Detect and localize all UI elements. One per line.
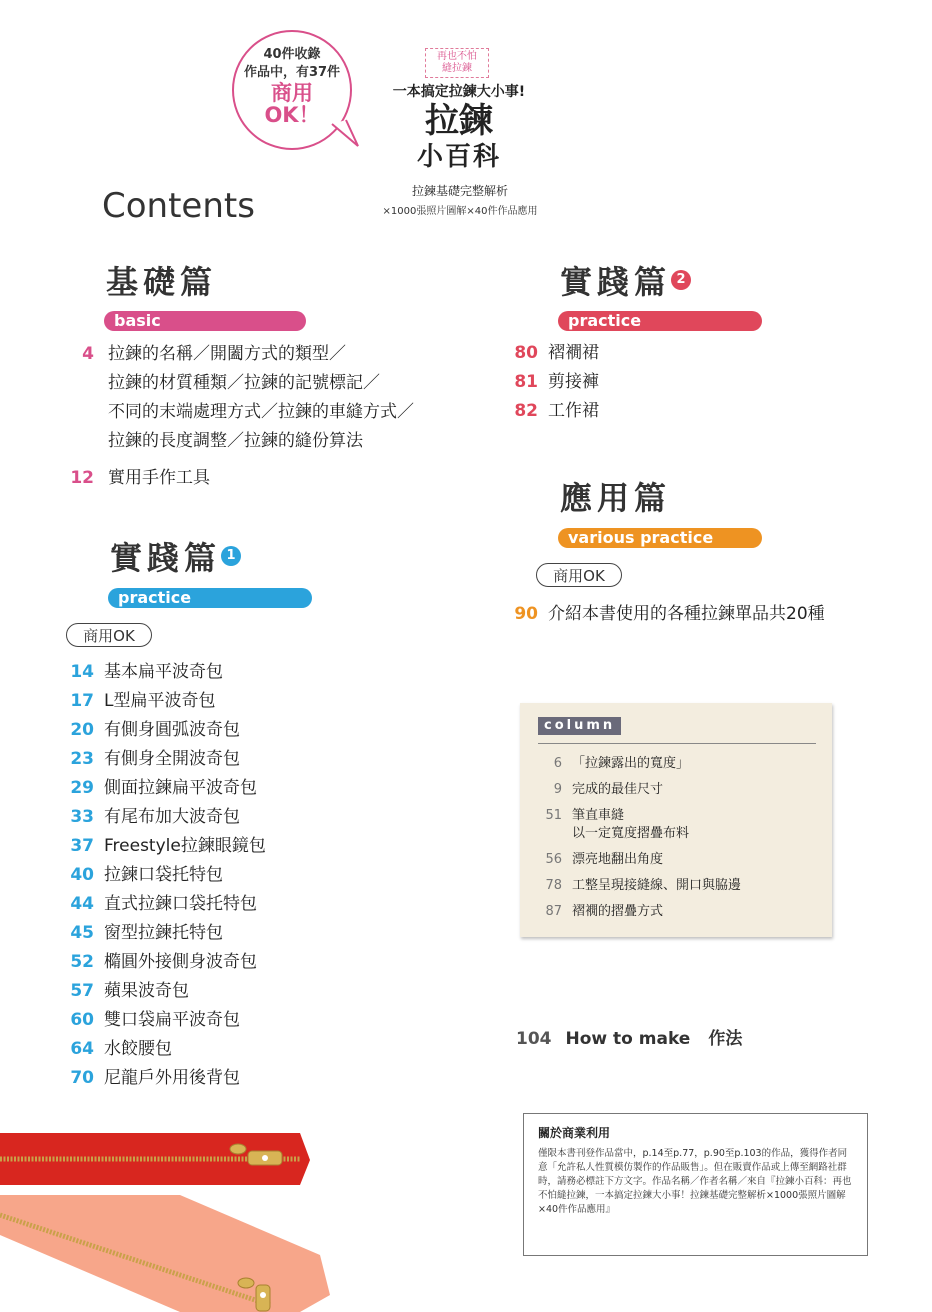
- item-text: 介紹本書使用的各種拉鍊單品共20種: [548, 604, 825, 624]
- page-number: 82: [514, 401, 538, 421]
- book-subtitle: 一本搞定拉鍊大小事!: [392, 84, 526, 100]
- page-number: 33: [70, 807, 94, 827]
- list-item: [66, 948, 266, 977]
- page-number: 20: [70, 720, 94, 740]
- basic-line: 拉鍊的名稱／開闔方式的類型／: [108, 344, 346, 364]
- basic-page: 12: [70, 468, 94, 488]
- list-item: [510, 600, 825, 629]
- column-item: [538, 807, 624, 825]
- howto-page: 104: [516, 1029, 552, 1049]
- basic-line: 拉鍊的長度調整／拉鍊的縫份算法: [108, 431, 363, 451]
- item-text: 有尾布加大波奇包: [104, 807, 240, 827]
- practice1-pill: practice: [108, 588, 312, 608]
- basic-pill: basic: [104, 311, 306, 331]
- list-item: [66, 919, 266, 948]
- item-text: 筆直車縫: [572, 808, 625, 823]
- page-number: 78: [545, 878, 562, 893]
- page-number: 51: [545, 808, 562, 823]
- item-text: 有側身圓弧波奇包: [104, 720, 240, 740]
- page-number: 44: [70, 894, 94, 914]
- practice1-title-text: 實踐篇: [110, 539, 222, 577]
- item-text: 拉鍊口袋托特包: [104, 865, 223, 885]
- practice1-section-title: [110, 540, 241, 576]
- basic-line: 拉鍊的材質種類／拉鍊的記號標記／: [108, 373, 380, 393]
- column-divider: [538, 743, 816, 744]
- basic-line: 實用手作工具: [108, 468, 210, 488]
- item-text: 尼龍戶外用後背包: [104, 1068, 240, 1088]
- item-text: Freestyle拉鍊眼鏡包: [104, 836, 266, 856]
- badge-line4: OK！: [264, 103, 320, 127]
- page-number: 64: [70, 1039, 94, 1059]
- item-text: 工整呈現接縫線、開口與脇邊: [572, 878, 742, 893]
- page-number: 6: [553, 756, 562, 771]
- book-title: 拉鍊: [425, 101, 493, 141]
- item-text: 工作裙: [548, 401, 599, 421]
- column-item: [538, 755, 689, 773]
- page-number: 14: [70, 662, 94, 682]
- page-number: 29: [70, 778, 94, 798]
- basic-section-title: 基礎篇: [106, 263, 218, 301]
- list-item: [510, 368, 599, 397]
- item-text: 雙口袋扁平波奇包: [104, 1010, 240, 1030]
- column-label: column: [538, 717, 621, 735]
- list-item: [66, 890, 266, 919]
- list-item: [66, 977, 266, 1006]
- list-item: [66, 803, 266, 832]
- page-number: 87: [545, 904, 562, 919]
- notice-title: 關於商業利用: [538, 1126, 611, 1140]
- page-number: 37: [70, 836, 94, 856]
- item-text: 褶襉裙: [548, 343, 599, 363]
- item-text: 基本扁平波奇包: [104, 662, 223, 682]
- column-item: [538, 903, 663, 921]
- item-text: 剪接褲: [548, 372, 599, 392]
- list-item: [66, 832, 266, 861]
- item-text: L型扁平波奇包: [104, 691, 216, 711]
- column-box: [520, 703, 832, 937]
- item-text: 褶襉的摺疊方式: [572, 904, 664, 919]
- howto-text: How to make: [565, 1029, 691, 1049]
- howto-zh: 作法: [708, 1029, 743, 1049]
- speech-tail-icon: [330, 118, 374, 148]
- list-item: [66, 1035, 266, 1064]
- badge-line2: 作品中，有37件: [243, 65, 341, 80]
- column-item: [538, 877, 741, 895]
- page-number: 81: [514, 372, 538, 392]
- column-item: [538, 781, 663, 799]
- title-tag-line1: 再也不怕: [437, 51, 477, 62]
- page-number: 17: [70, 691, 94, 711]
- item-text: 「拉鍊露出的寬度」: [572, 756, 690, 771]
- applied-section-title: 應用篇: [560, 479, 672, 517]
- page-number: 56: [545, 852, 562, 867]
- practice2-number-icon: 2: [671, 270, 691, 290]
- list-item: [510, 397, 599, 426]
- list-item: [66, 716, 266, 745]
- basic-entry: [70, 464, 210, 493]
- list-item: [66, 745, 266, 774]
- page-number: 9: [553, 782, 562, 797]
- item-text: 完成的最佳尺寸: [572, 782, 664, 797]
- basic-entry: [70, 340, 414, 456]
- item-text: 蘋果波奇包: [104, 981, 189, 1001]
- page-number: 80: [514, 343, 538, 363]
- book-title-2: 小百科: [416, 142, 501, 172]
- basic-page: 4: [82, 344, 94, 364]
- badge-line3: 商用: [271, 81, 313, 105]
- notice-body: 僅限本書刊登作品當中，p.14至p.77，p.90至p.103的作品，獲得作者同意「允許私人性質模仿製作的作品販售」。但在販賣作品或上傳至網路社群時，請務必標註下方文字。作品名稱／作者名稱／來自『拉鍊小百科：再也不怕縫拉鍊，一本搞定拉鍊大小事！拉鍊基礎完整解析×1000張照片圖解×40件作品應用』: [538, 1148, 852, 1215]
- page-number: 90: [514, 604, 538, 624]
- practice1-number-icon: 1: [221, 546, 241, 566]
- applied-pill: various practice: [558, 528, 762, 548]
- practice1-list: [66, 658, 266, 1093]
- practice1-ok-tag: 商用OK: [66, 623, 152, 647]
- item-text: 直式拉鍊口袋托特包: [104, 894, 257, 914]
- item-text: 水餃腰包: [104, 1039, 172, 1059]
- contents-heading: Contents: [102, 186, 255, 226]
- practice2-section-title: [560, 264, 691, 300]
- page-number: 45: [70, 923, 94, 943]
- page-number: 40: [70, 865, 94, 885]
- item-text: 漂亮地翻出角度: [572, 852, 664, 867]
- item-text: 側面拉鍊扁平波奇包: [104, 778, 257, 798]
- book-desc-2: ×1000張照片圖解×40件作品應用: [382, 206, 538, 217]
- list-item: [66, 774, 266, 803]
- badge-line1: 40件收錄: [263, 47, 321, 62]
- book-desc-1: 拉鍊基礎完整解析: [411, 184, 508, 198]
- list-item: [510, 339, 599, 368]
- how-to-make: [516, 1024, 742, 1049]
- title-tag-line2: 縫拉鍊: [442, 63, 472, 74]
- practice2-pill: practice: [558, 311, 762, 331]
- page-number: 57: [70, 981, 94, 1001]
- item-text: 以一定寬度摺疊布料: [572, 826, 690, 841]
- title-tag: [425, 48, 489, 78]
- column-item: [538, 825, 689, 843]
- list-item: [66, 1006, 266, 1035]
- applied-ok-tag: 商用OK: [536, 563, 622, 587]
- column-item: [538, 851, 663, 869]
- item-text: 有側身全開波奇包: [104, 749, 240, 769]
- item-text: 橢圓外接側身波奇包: [104, 952, 257, 972]
- list-item: [66, 658, 266, 687]
- list-item: [66, 861, 266, 890]
- zipper-illustration: [0, 1115, 340, 1312]
- practice2-title-text: 實踐篇: [560, 263, 672, 301]
- page-number: 52: [70, 952, 94, 972]
- list-item: [66, 687, 266, 716]
- commercial-notice: [523, 1113, 868, 1256]
- practice2-list: [510, 339, 599, 426]
- basic-line: 不同的末端處理方式／拉鍊的車縫方式／: [108, 402, 414, 422]
- item-text: 窗型拉鍊托特包: [104, 923, 223, 943]
- page-number: 70: [70, 1068, 94, 1088]
- page-number: 23: [70, 749, 94, 769]
- list-item: [66, 1064, 266, 1093]
- page-number: 60: [70, 1010, 94, 1030]
